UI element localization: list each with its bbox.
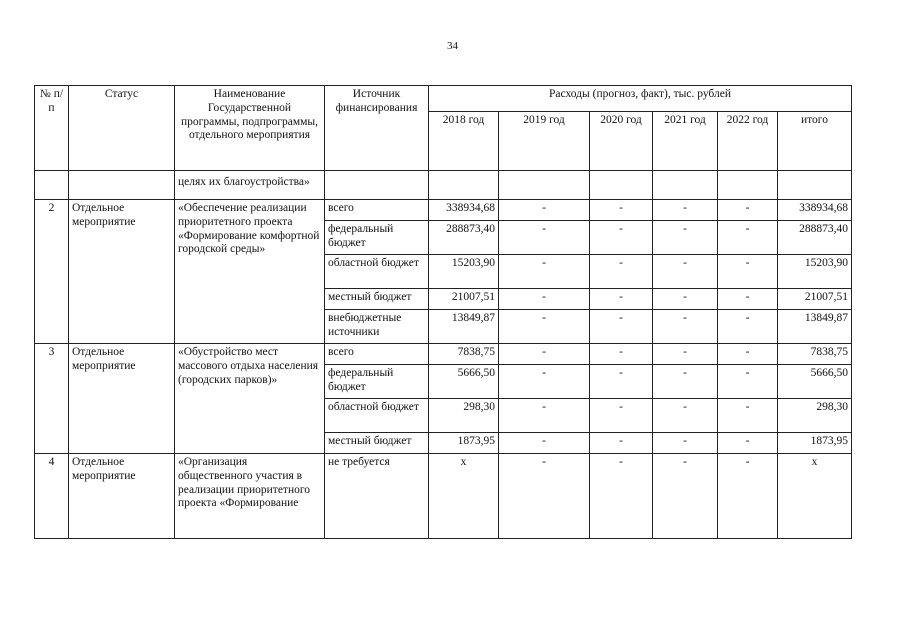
value-2022: - — [718, 310, 778, 344]
row-name: «Обустройство мест массового отдыха населения (городских парков)» — [175, 344, 325, 454]
header-year-2021: 2021 год — [653, 112, 718, 171]
table-row — [35, 344, 852, 365]
row-source: всего — [325, 344, 429, 365]
row-num: 3 — [35, 344, 69, 454]
value-2021: - — [653, 433, 718, 454]
row-num: 2 — [35, 200, 69, 344]
header-num: № п/п — [35, 86, 69, 171]
value-2018: 7838,75 — [429, 344, 499, 365]
row-source: областной бюджет — [325, 255, 429, 289]
value-2019: - — [499, 344, 590, 365]
row-num: 4 — [35, 454, 69, 539]
header-year-2020: 2020 год — [590, 112, 653, 171]
value-2022: - — [718, 255, 778, 289]
header-name: Наименование Государственной программы, подпрограммы, отдельного мероприятия — [175, 86, 325, 171]
value-2021: - — [653, 454, 718, 539]
continuation-text: целях их благоустройства» — [175, 171, 325, 200]
value-2020: - — [590, 255, 653, 289]
value-2020: - — [590, 344, 653, 365]
value-total: 338934,68 — [778, 200, 852, 221]
value-2020: - — [590, 310, 653, 344]
header-source: Источник финансирования — [325, 86, 429, 171]
value-2019: - — [499, 221, 590, 255]
value-2019: - — [499, 433, 590, 454]
value-2022: - — [718, 344, 778, 365]
value-2021: - — [653, 255, 718, 289]
value-2022: - — [718, 365, 778, 399]
value-2019: - — [499, 289, 590, 310]
value-2022: - — [718, 399, 778, 433]
row-source: областной бюджет — [325, 399, 429, 433]
value-2020: - — [590, 454, 653, 539]
value-2021: - — [653, 310, 718, 344]
row-source: всего — [325, 200, 429, 221]
value-2019: - — [499, 310, 590, 344]
value-total: х — [778, 454, 852, 539]
value-total: 21007,51 — [778, 289, 852, 310]
value-2018: х — [429, 454, 499, 539]
row-status: Отдельное мероприятие — [69, 454, 175, 539]
value-2018: 5666,50 — [429, 365, 499, 399]
header-row — [35, 86, 852, 112]
row-source: местный бюджет — [325, 289, 429, 310]
value-2020: - — [590, 365, 653, 399]
value-2019: - — [499, 200, 590, 221]
value-2022: - — [718, 289, 778, 310]
value-2021: - — [653, 344, 718, 365]
value-2020: - — [590, 399, 653, 433]
row-source: федеральный бюджет — [325, 365, 429, 399]
value-2018: 15203,90 — [429, 255, 499, 289]
budget-table — [34, 85, 852, 539]
value-2021: - — [653, 365, 718, 399]
header-total: итого — [778, 112, 852, 171]
value-2020: - — [590, 200, 653, 221]
value-2018: 288873,40 — [429, 221, 499, 255]
value-total: 288873,40 — [778, 221, 852, 255]
header-status: Статус — [69, 86, 175, 171]
value-total: 13849,87 — [778, 310, 852, 344]
value-2018: 338934,68 — [429, 200, 499, 221]
value-2020: - — [590, 289, 653, 310]
table-row — [35, 200, 852, 221]
value-total: 5666,50 — [778, 365, 852, 399]
value-2022: - — [718, 433, 778, 454]
row-source: местный бюджет — [325, 433, 429, 454]
value-2021: - — [653, 200, 718, 221]
value-total: 7838,75 — [778, 344, 852, 365]
value-2019: - — [499, 255, 590, 289]
header-year-2018: 2018 год — [429, 112, 499, 171]
row-source: не требуется — [325, 454, 429, 539]
value-2018: 21007,51 — [429, 289, 499, 310]
row-source: внебюджетные источники — [325, 310, 429, 344]
value-2022: - — [718, 200, 778, 221]
row-status: Отдельное мероприятие — [69, 344, 175, 454]
continuation-row — [35, 171, 852, 200]
value-2019: - — [499, 399, 590, 433]
value-2021: - — [653, 221, 718, 255]
value-total: 15203,90 — [778, 255, 852, 289]
row-source: федеральный бюджет — [325, 221, 429, 255]
value-2022: - — [718, 454, 778, 539]
header-year-2019: 2019 год — [499, 112, 590, 171]
value-2019: - — [499, 365, 590, 399]
value-2018: 1873,95 — [429, 433, 499, 454]
value-total: 1873,95 — [778, 433, 852, 454]
value-2018: 13849,87 — [429, 310, 499, 344]
value-2021: - — [653, 399, 718, 433]
page-number: 34 — [447, 40, 458, 52]
value-2020: - — [590, 433, 653, 454]
row-status: Отдельное мероприятие — [69, 200, 175, 344]
row-name: «Обеспечение реализации приоритетного проекта «Формирование комфортной городской среды» — [175, 200, 325, 344]
header-expenses: Расходы (прогноз, факт), тыс. рублей — [429, 86, 852, 112]
row-name: «Организация общественного участия в реализации приоритетного проекта «Формирование — [175, 454, 325, 539]
value-2018: 298,30 — [429, 399, 499, 433]
value-2019: - — [499, 454, 590, 539]
value-2022: - — [718, 221, 778, 255]
value-2020: - — [590, 221, 653, 255]
value-2021: - — [653, 289, 718, 310]
value-total: 298,30 — [778, 399, 852, 433]
table-row — [35, 454, 852, 539]
header-year-2022: 2022 год — [718, 112, 778, 171]
